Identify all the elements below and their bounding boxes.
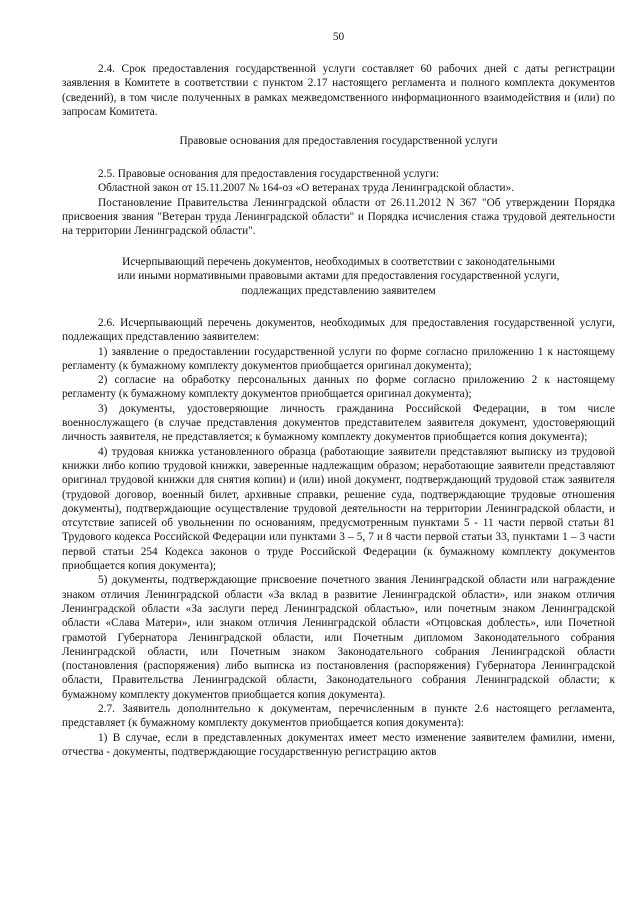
paragraph-2-7-intro: 2.7. Заявитель дополнительно к документам, перечисленным в пункте 2.6 настоящего регламента, представляет (к бумажному комплекту документов приобщается копия документа): bbox=[62, 703, 615, 730]
section-2-4 bbox=[62, 62, 615, 119]
heading-legal-grounds-text: Правовые основания для предоставления государственной услуги bbox=[179, 135, 498, 147]
heading-required-documents-line-2: или иными нормативными правовыми актами для предоставления государственной услуги, bbox=[117, 270, 560, 283]
heading-required-documents bbox=[62, 255, 615, 298]
paragraph-2-5-law: Областной закон от 15.11.2007 № 164-оз «О ветеранах труда Ленинградской области». bbox=[98, 182, 515, 195]
list-item-2-6-1: 1) заявление о предоставлении государственной услуги по форме согласно приложению 1 к настоящему регламенту (к бумажному комплекту документов приобщается оригинал документа); bbox=[62, 345, 615, 372]
list-item-2-6-4: 4) трудовая книжка установленного образца (работающие заявители представляют выписку из трудовой книжки либо копию трудовой книжки, заверенные надлежащим образом; неработающие заявители представляют оригинал трудовой книжки для снятия копии) и (или) иной документ, подтверждающий трудовой стаж заявителя (трудовой договор, военный билет, архивные справки, решение суда, подтверждающие трудовые отношения документы), подтверждающие осуществление трудовой деятельности на территории Ленинградской области, и отсутствие записей об увольнении по основаниям, предусмотренным пунктами 5 - 11 части первой статьи 81 Трудового кодекса Российской Федерации или пунктами 3 – 5, 7 и 8 части первой статьи 33, пунктами 1 – 3 части первой статьи 254 Кодекса законов о труде Российской Федерации (к бумажному комплекту документов приобщается копия документа); bbox=[62, 445, 615, 573]
list-item-2-7-1: 1) В случае, если в представленных документах имеет место изменение заявителем фамилии, имени, отчества - документы, подтверждающие государственную регистрацию актов bbox=[62, 731, 615, 758]
section-2-6 bbox=[62, 316, 615, 759]
heading-required-documents-line-1: Исчерпывающий перечень документов, необходимых в соответствии с законодательными bbox=[122, 256, 555, 268]
paragraph-2-5-intro: 2.5. Правовые основания для предоставления государственной услуги: bbox=[98, 168, 440, 180]
heading-legal-grounds bbox=[62, 134, 615, 148]
paragraph-2-4: 2.4. Срок предоставления государственной услуги составляет 60 рабочих дней с даты регистрации заявления в Комитете в соответствии с пунктом 2.17 настоящего регламента и полного комплекта документов (сведений), в том числе полученных в рамках межведомственного информационного взаимодействия и (или) по запросам Комитета. bbox=[62, 63, 615, 118]
list-item-2-6-2: 2) согласие на обработку персональных данных по форме согласно приложению 2 к настоящему регламенту (к бумажному комплекту документов приобщается оригинал документа); bbox=[62, 374, 615, 401]
paragraph-2-5-decree: Постановление Правительства Ленинградской области от 26.11.2012 N 367 "Об утверждении Порядка присвоения звания "Ветеран труда Ленинградской области" и Порядка исчисления стажа трудовой деятельности на территории Ленинградской области". bbox=[62, 196, 615, 238]
page-number: 50 bbox=[332, 31, 345, 43]
list-item-2-6-3: 3) документы, удостоверяющие личность гражданина Российской Федерации, в том числе военнослужащего (в случае представления документов представителем заявителя документ, удостоверяющий личность заявителя, не представляется; к бумажному комплекту документов приобщается копия документа); bbox=[62, 402, 615, 444]
heading-required-documents-line-3: подлежащих представлению заявителем bbox=[241, 284, 436, 297]
paragraph-2-6-intro: 2.6. Исчерпывающий перечень документов, необходимых для предоставления государственной услуги, подлежащих представлению заявителем: bbox=[62, 317, 615, 344]
section-2-5 bbox=[62, 167, 615, 238]
list-item-2-6-5: 5) документы, подтверждающие присвоение почетного звания Ленинградской области или награждение знаком отличия Ленинградской области «За вклад в развитие Ленинградской области», или знаком отличия Ленинградской области «За заслуги перед Ленинградской областью», или почетным знаком Ленинградской области «Слава Матери», или знаком отличия Ленинградской области «Отцовская доблесть», или Почетной грамотой Губернатора Ленинградской области, или Почетным дипломом Законодательного собрания Ленинградской области, или Почетным знаком Законодательного собрания Ленинградской области (постановления (распоряжения) либо выписка из постановления (распоряжения) Губернатора Ленинградской области, Правительства Ленинградской области, Законодательного собрания Ленинградской области; к бумажному комплекту документов приобщается копия документа). bbox=[62, 574, 615, 701]
